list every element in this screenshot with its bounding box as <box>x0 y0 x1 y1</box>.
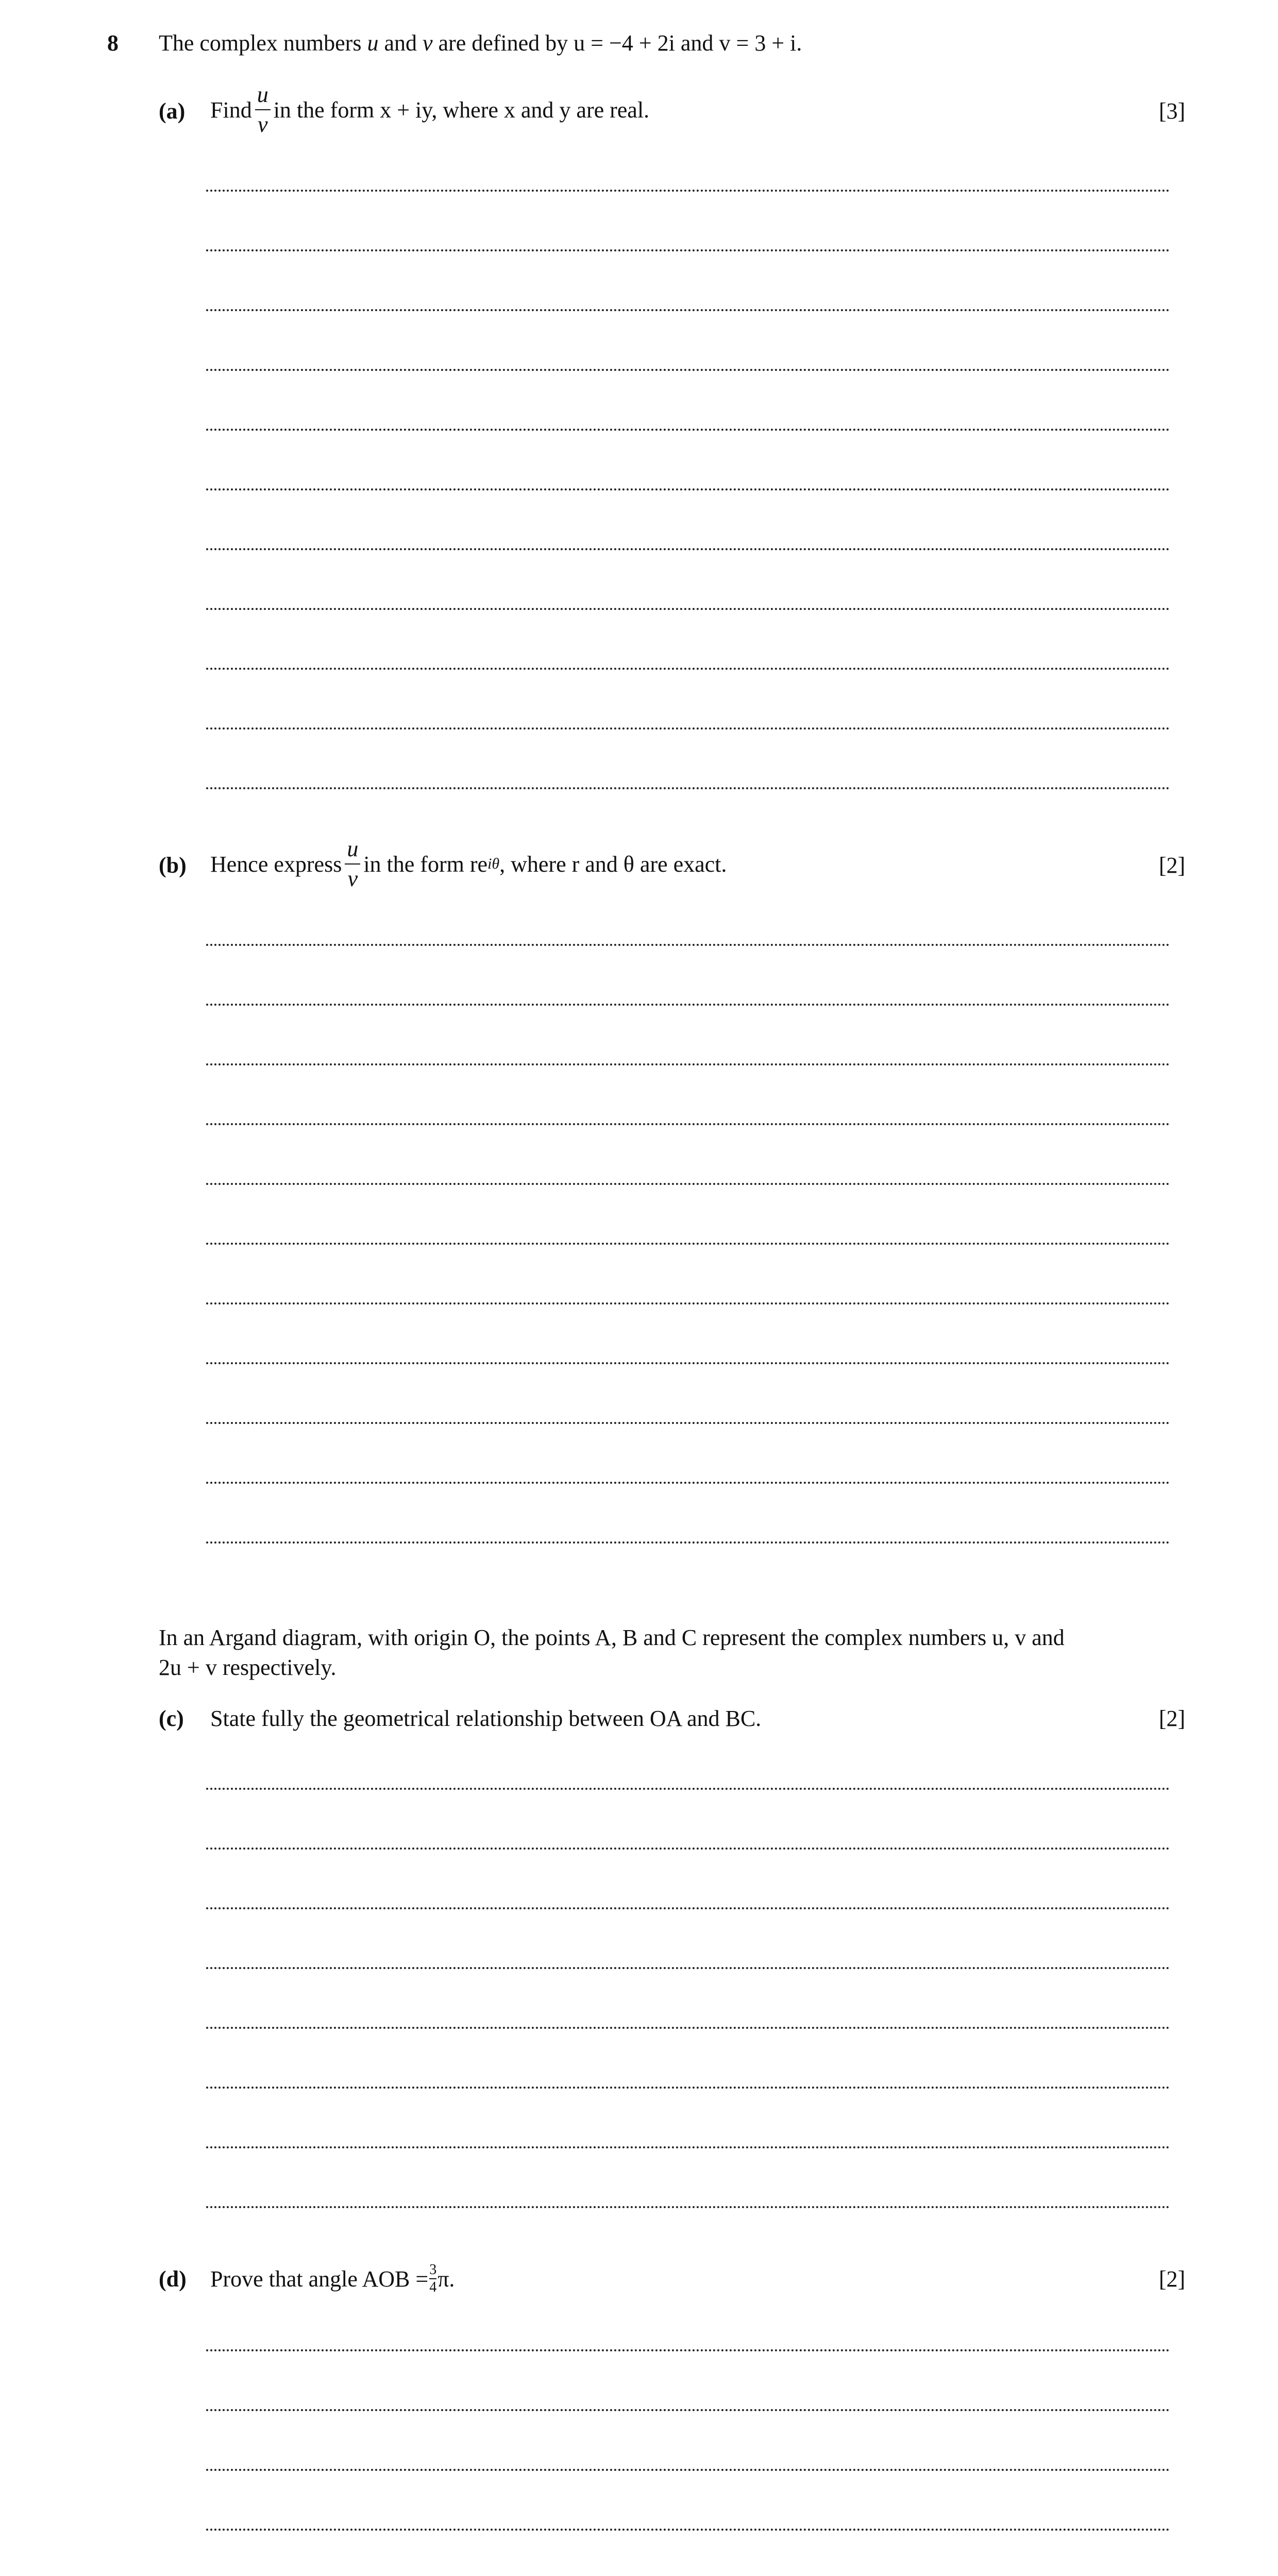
part-d-fraction <box>429 2263 436 2295</box>
part-a-label: (a) <box>159 98 186 124</box>
part-a-fraction <box>255 83 271 136</box>
part-d-question <box>210 2256 455 2302</box>
stem-v-definition: v = 3 + i. <box>719 30 802 56</box>
stem-u-definition: u = −4 + 2i <box>574 30 675 56</box>
fraction-bar <box>345 863 360 865</box>
answer-line[interactable] <box>206 1422 1170 1424</box>
answer-line[interactable] <box>206 1967 1170 1969</box>
answer-line[interactable] <box>206 369 1170 371</box>
part-b-question <box>210 836 727 892</box>
answer-line[interactable] <box>206 249 1170 251</box>
stem-var-v: v <box>422 30 433 56</box>
answer-line[interactable] <box>206 309 1170 311</box>
part-b-marks: [2] <box>1158 853 1185 878</box>
answer-line[interactable] <box>206 2349 1170 2351</box>
answer-line[interactable] <box>206 1482 1170 1484</box>
answer-line[interactable] <box>206 1788 1170 1790</box>
part-d-label: (d) <box>159 2266 187 2292</box>
answer-line[interactable] <box>206 548 1170 550</box>
answer-line[interactable] <box>206 1362 1170 1364</box>
stem-and: and <box>384 30 417 56</box>
answer-line[interactable] <box>206 1848 1170 1850</box>
question-stem <box>159 30 802 56</box>
answer-line[interactable] <box>206 2529 1170 2531</box>
answer-line[interactable] <box>206 1004 1170 1006</box>
fraction-numerator: u <box>347 836 359 861</box>
answer-line[interactable] <box>206 488 1170 490</box>
part-b-label: (b) <box>159 853 187 878</box>
part-d-marks: [2] <box>1158 2266 1185 2292</box>
answer-line[interactable] <box>206 727 1170 730</box>
answer-line[interactable] <box>206 1063 1170 1065</box>
answer-line[interactable] <box>206 1183 1170 1185</box>
answer-line[interactable] <box>206 2409 1170 2411</box>
fraction-numerator: 3 <box>429 2262 437 2278</box>
part-c-label: (c) <box>159 1706 184 1731</box>
stem-prefix: The complex numbers <box>159 30 362 56</box>
part-a-find: Find <box>210 97 252 123</box>
part-d-tail: π. <box>438 2266 455 2292</box>
argand-info-line-1: In an Argand diagram, with origin O, the points A, B and C represent the complex numbers u, v and <box>159 1625 1065 1650</box>
part-b-tail: , where r and θ are exact. <box>499 851 727 877</box>
answer-line[interactable] <box>206 1302 1170 1304</box>
answer-line[interactable] <box>206 944 1170 946</box>
fraction-bar <box>255 109 271 110</box>
answer-line[interactable] <box>206 2146 1170 2148</box>
part-a-marks: [3] <box>1158 98 1185 124</box>
part-b-fraction <box>345 838 360 890</box>
part-c-text: State fully the geometrical relationship between OA and BC. <box>210 1706 762 1731</box>
part-c-marks: [2] <box>1158 1706 1185 1731</box>
fraction-denominator: 4 <box>429 2279 437 2295</box>
part-b-lead: Hence express <box>210 851 342 877</box>
question-number: 8 <box>107 30 119 56</box>
part-d-lead: Prove that angle AOB = <box>210 2266 429 2292</box>
answer-line[interactable] <box>206 787 1170 789</box>
answer-line[interactable] <box>206 1541 1170 1544</box>
answer-line[interactable] <box>206 429 1170 431</box>
fraction-denominator: v <box>257 112 268 137</box>
part-b-exponent: iθ <box>487 855 500 872</box>
answer-line[interactable] <box>206 608 1170 610</box>
answer-line[interactable] <box>206 1907 1170 1909</box>
part-a-question <box>210 81 649 138</box>
argand-info-line-2: 2u + v respectively. <box>159 1655 337 1680</box>
answer-line[interactable] <box>206 2206 1170 2208</box>
fraction-numerator: u <box>257 82 268 107</box>
answer-line[interactable] <box>206 190 1170 192</box>
answer-line[interactable] <box>206 1123 1170 1125</box>
part-a-text: in the form x + iy, where x and y are real. <box>273 97 650 123</box>
stem-defined: are defined by <box>438 30 568 56</box>
stem-and-2: and <box>680 30 714 56</box>
fraction-denominator: v <box>347 866 358 891</box>
stem-var-u: u <box>367 30 379 56</box>
part-b-mid: in the form re <box>363 851 488 877</box>
answer-line[interactable] <box>206 1243 1170 1245</box>
answer-line[interactable] <box>206 2469 1170 2471</box>
argand-info <box>159 1623 1185 1683</box>
answer-line[interactable] <box>206 668 1170 670</box>
answer-line[interactable] <box>206 2087 1170 2089</box>
answer-line[interactable] <box>206 2027 1170 2029</box>
